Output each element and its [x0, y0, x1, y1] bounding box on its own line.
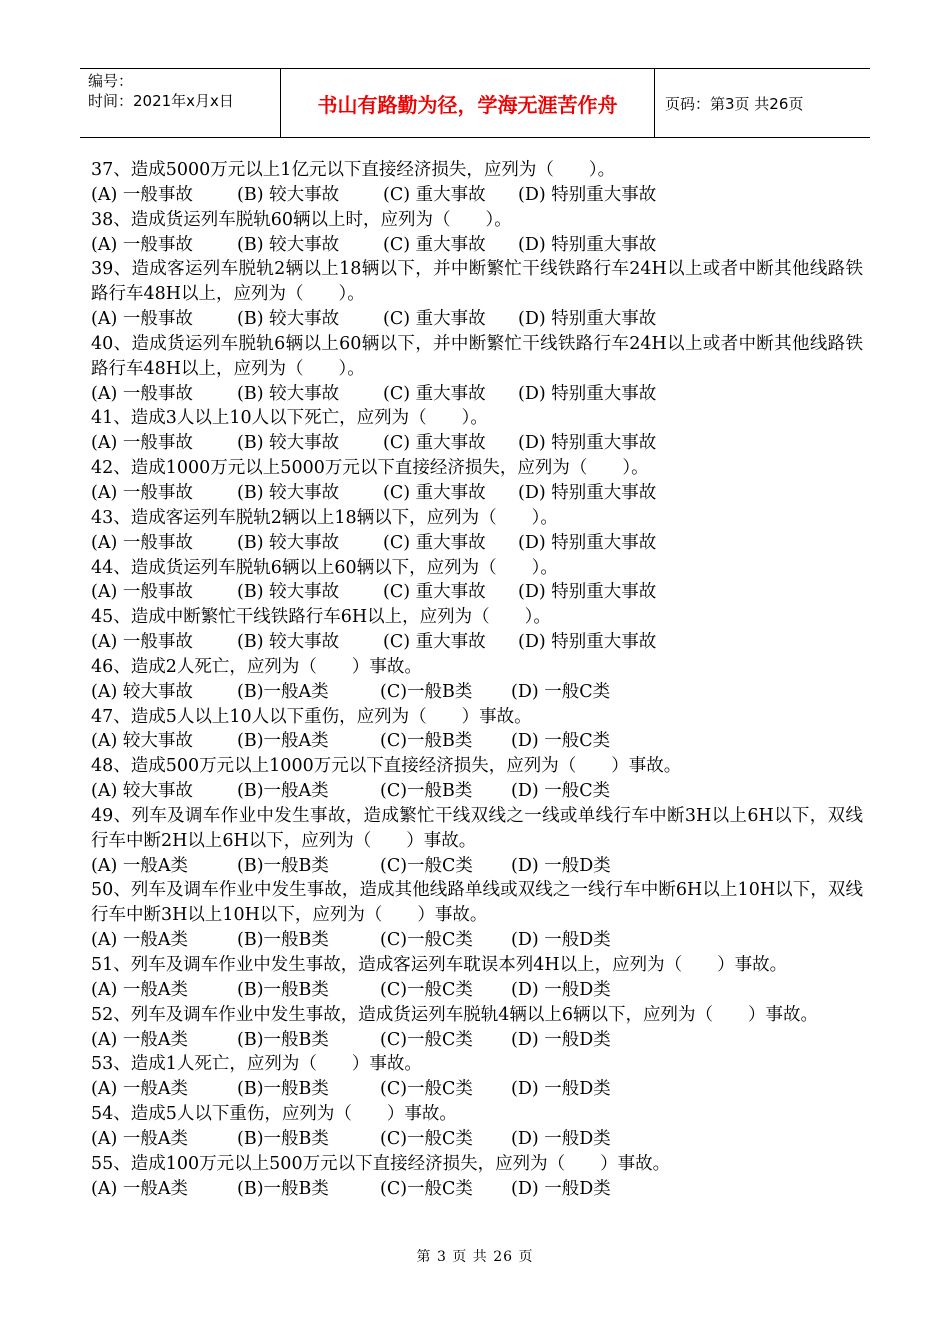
option-a: (A) 一般A类: [91, 979, 188, 1000]
question-text: 38、造成货运列车脱轨60辆以上时，应列为（ ）。: [91, 209, 512, 230]
option-a: (A) 一般事故: [91, 632, 193, 653]
option-b: (B)一般B类: [237, 1029, 329, 1050]
option-c: (C)一般C类: [380, 1079, 473, 1100]
option-c: (C)一般B类: [380, 681, 473, 702]
option-c: (C)一般C类: [380, 1178, 473, 1199]
option-a: (A) 较大事故: [91, 781, 193, 802]
option-b: (B)一般B类: [237, 855, 329, 876]
question-text: 40、造成货运列车脱轨6辆以上60辆以下，并中断繁忙干线铁路行车24H以上或者中断其他线路铁路行车48H以上，应列为（ ）。: [91, 333, 863, 379]
option-b: (B) 较大事故: [237, 582, 340, 603]
option-c: (C) 重大事故: [383, 309, 486, 330]
option-d: (D) 特别重大事故: [518, 482, 657, 503]
option-c: (C)一般C类: [380, 930, 473, 951]
answer-options: [91, 580, 863, 605]
option-d: (D) 一般D类: [511, 855, 611, 876]
question-text: 51、列车及调车作业中发生事故，造成客运列车耽误本列4H以上，应列为（ ）事故。: [91, 955, 788, 975]
question-item: [91, 1102, 863, 1152]
option-a: (A) 一般事故: [91, 582, 193, 603]
option-c: (C)一般C类: [380, 1128, 473, 1149]
option-a: (A) 较大事故: [91, 731, 193, 752]
document-number-label: 编号：: [88, 72, 134, 90]
document-date: 时间：2021年x月x日: [88, 92, 234, 110]
question-text: 39、造成客运列车脱轨2辆以上18辆以下，并中断繁忙干线铁路行车24H以上或者中断其他线路铁路行车48H以上，应列为（ ）。: [91, 259, 863, 305]
answer-options: [91, 531, 863, 556]
question-text: 48、造成500万元以上1000万元以下直接经济损失，应列为（ ）事故。: [91, 756, 682, 777]
footer-page-number: 第 3 页 共 26 页: [416, 1249, 534, 1265]
question-item: [91, 804, 863, 879]
page-footer: [0, 1246, 950, 1266]
question-item: [91, 506, 863, 556]
question-item: [91, 1052, 863, 1102]
option-d: (D) 一般D类: [511, 1128, 611, 1149]
option-a: (A) 一般A类: [91, 1029, 188, 1050]
option-d: (D) 一般C类: [511, 731, 611, 752]
header-motto: 书山有路勤为径，学海无涯苦作舟: [281, 69, 655, 137]
header-meta: [80, 69, 281, 137]
question-list: [91, 158, 863, 1201]
option-b: (B)一般B类: [237, 1128, 329, 1149]
option-b: (B)一般B类: [237, 1178, 329, 1199]
option-d: (D) 特别重大事故: [518, 433, 657, 454]
option-a: (A) 一般事故: [91, 532, 193, 553]
option-d: (D) 特别重大事故: [518, 582, 657, 603]
question-text: 49、列车及调车作业中发生事故，造成繁忙干线双线之一线或单线行车中断3H以上6H以下，双线行车中断2H以上6H以下，应列为（ ）事故。: [91, 805, 863, 851]
option-b: (B) 较大事故: [237, 234, 340, 255]
option-c: (C) 重大事故: [383, 234, 486, 255]
question-text: 54、造成5人以下重伤，应列为（ ）事故。: [91, 1104, 457, 1125]
answer-options: [91, 978, 863, 1003]
option-d: (D) 一般D类: [511, 930, 611, 951]
option-b: (B) 较大事故: [237, 482, 340, 503]
option-b: (B) 较大事故: [237, 632, 340, 653]
answer-options: [91, 680, 863, 705]
option-a: (A) 较大事故: [91, 681, 193, 702]
question-item: [91, 556, 863, 606]
option-b: (B) 较大事故: [237, 383, 340, 404]
option-d: (D) 一般D类: [511, 1178, 611, 1199]
question-text: 43、造成客运列车脱轨2辆以上18辆以下，应列为（ ）。: [91, 507, 558, 528]
option-d: (D) 一般D类: [511, 1079, 611, 1100]
question-item: [91, 456, 863, 506]
question-text: 52、列车及调车作业中发生事故，造成货运列车脱轨4辆以上6辆以下，应列为（ ）事故。: [91, 1004, 819, 1025]
question-item: [91, 1152, 863, 1202]
question-item: [91, 257, 863, 332]
option-d: (D) 特别重大事故: [518, 532, 657, 553]
page-header: [80, 68, 870, 138]
question-item: [91, 1003, 863, 1053]
option-a: (A) 一般事故: [91, 383, 193, 404]
option-b: (B) 较大事故: [237, 532, 340, 553]
option-b: (B)一般A类: [237, 781, 329, 802]
question-item: [91, 208, 863, 258]
option-b: (B) 较大事故: [237, 309, 340, 330]
option-c: (C) 重大事故: [383, 433, 486, 454]
option-c: (C) 重大事故: [383, 632, 486, 653]
answer-options: [91, 233, 863, 258]
option-d: (D) 特别重大事故: [518, 309, 657, 330]
option-a: (A) 一般A类: [91, 855, 188, 876]
option-c: (C) 重大事故: [383, 532, 486, 553]
option-d: (D) 一般D类: [511, 979, 611, 1000]
answer-options: [91, 630, 863, 655]
question-text: 44、造成货运列车脱轨6辆以上60辆以下，应列为（ ）。: [91, 557, 558, 578]
option-c: (C)一般C类: [380, 1029, 473, 1050]
option-a: (A) 一般A类: [91, 1178, 188, 1199]
answer-options: [91, 1177, 863, 1202]
question-text: 42、造成1000万元以上5000万元以下直接经济损失，应列为（ ）。: [91, 458, 649, 479]
answer-options: [91, 431, 863, 456]
question-text: 41、造成3人以上10人以下死亡，应列为（ ）。: [91, 408, 488, 429]
option-c: (C)一般C类: [380, 855, 473, 876]
option-c: (C) 重大事故: [383, 383, 486, 404]
option-b: (B)一般B类: [237, 1079, 329, 1100]
option-b: (B)一般B类: [237, 930, 329, 951]
option-a: (A) 一般事故: [91, 184, 193, 205]
answer-options: [91, 481, 863, 506]
question-text: 50、列车及调车作业中发生事故，造成其他线路单线或双线之一线行车中断6H以上10H以下，双线行车中断3H以上10H以下，应列为（ ）事故。: [91, 880, 863, 926]
answer-options: [91, 1028, 863, 1053]
option-c: (C)一般B类: [380, 781, 473, 802]
question-item: [91, 158, 863, 208]
option-d: (D) 特别重大事故: [518, 383, 657, 404]
question-item: [91, 754, 863, 804]
question-item: [91, 332, 863, 407]
option-b: (B)一般A类: [237, 681, 329, 702]
question-text: 55、造成100万元以上500万元以下直接经济损失，应列为（ ）事故。: [91, 1153, 671, 1174]
answer-options: [91, 1077, 863, 1102]
answer-options: [91, 854, 863, 879]
option-d: (D) 特别重大事故: [518, 632, 657, 653]
question-text: 53、造成1人死亡，应列为（ ）事故。: [91, 1054, 422, 1075]
option-a: (A) 一般A类: [91, 1128, 188, 1149]
question-text: 45、造成中断繁忙干线铁路行车6H以上，应列为（ ）。: [91, 607, 551, 628]
option-d: (D) 特别重大事故: [518, 234, 657, 255]
option-a: (A) 一般事故: [91, 433, 193, 454]
question-item: [91, 705, 863, 755]
option-b: (B) 较大事故: [237, 433, 340, 454]
answer-options: [91, 729, 863, 754]
question-item: [91, 655, 863, 705]
option-d: (D) 特别重大事故: [518, 184, 657, 205]
option-a: (A) 一般A类: [91, 930, 188, 951]
header-page-info: 页码：第3页 共26页: [665, 94, 804, 113]
option-d: (D) 一般C类: [511, 781, 611, 802]
option-a: (A) 一般事故: [91, 482, 193, 503]
option-d: (D) 一般C类: [511, 681, 611, 702]
option-c: (C) 重大事故: [383, 582, 486, 603]
answer-options: [91, 183, 863, 208]
option-b: (B)一般A类: [237, 731, 329, 752]
option-b: (B) 较大事故: [237, 184, 340, 205]
option-b: (B)一般B类: [237, 979, 329, 1000]
option-c: (C)一般B类: [380, 731, 473, 752]
answer-options: [91, 307, 863, 332]
question-text: 46、造成2人死亡，应列为（ ）事故。: [91, 656, 422, 677]
option-a: (A) 一般事故: [91, 309, 193, 330]
answer-options: [91, 1127, 863, 1152]
answer-options: [91, 382, 863, 407]
question-item: [91, 406, 863, 456]
question-text: 47、造成5人以上10人以下重伤，应列为（ ）事故。: [91, 706, 532, 727]
option-c: (C) 重大事故: [383, 184, 486, 205]
option-d: (D) 一般D类: [511, 1029, 611, 1050]
question-item: [91, 605, 863, 655]
question-item: [91, 878, 863, 953]
option-a: (A) 一般A类: [91, 1079, 188, 1100]
option-c: (C) 重大事故: [383, 482, 486, 503]
answer-options: [91, 779, 863, 804]
answer-options: [91, 928, 863, 953]
question-text: 37、造成5000万元以上1亿元以下直接经济损失，应列为（ ）。: [91, 160, 616, 180]
question-item: [91, 953, 863, 1003]
option-c: (C)一般C类: [380, 979, 473, 1000]
option-a: (A) 一般事故: [91, 234, 193, 255]
